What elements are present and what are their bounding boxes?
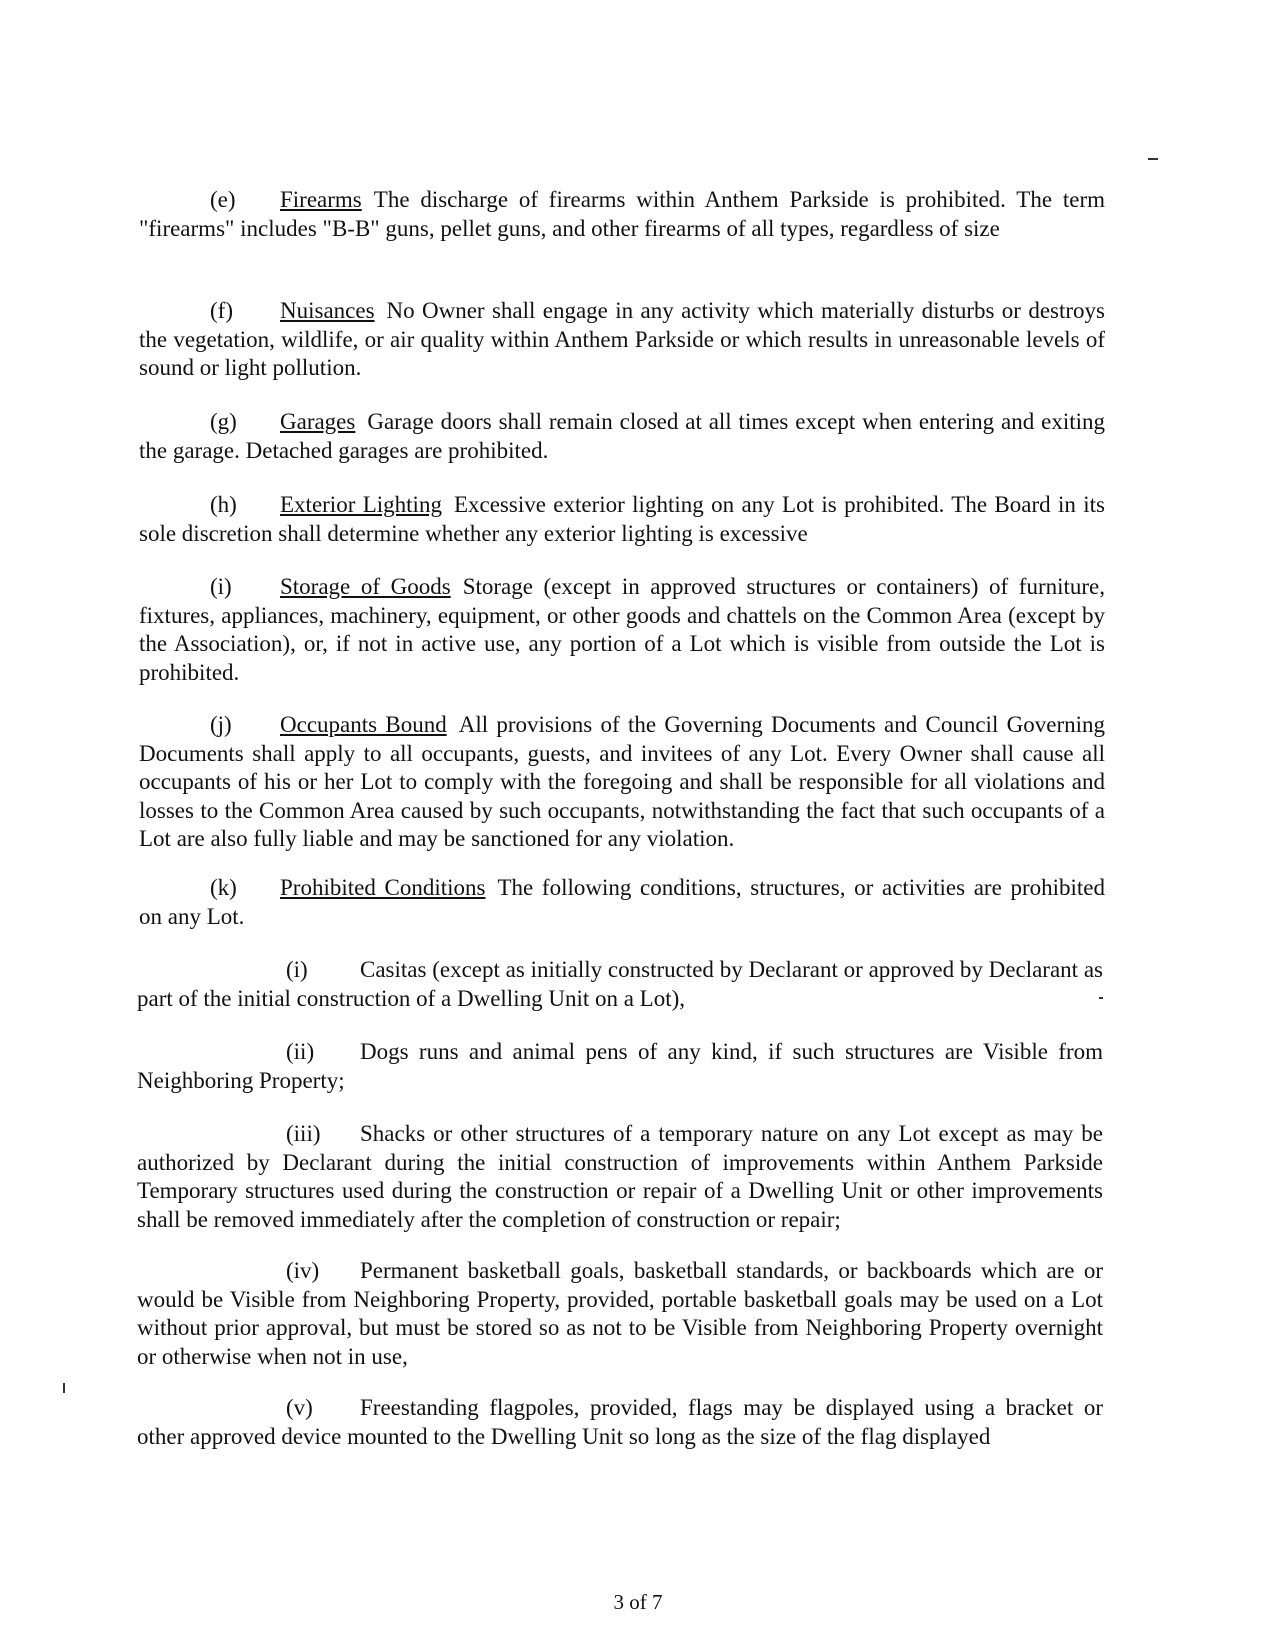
paragraph-title: Storage of Goods	[280, 574, 451, 599]
paragraph-label: (i)	[210, 574, 232, 599]
subparagraph-iii-shacks	[137, 1120, 1103, 1234]
paragraph-title: Garages	[280, 409, 356, 434]
scan-mark	[1148, 158, 1158, 160]
paragraph-i-storage-of-goods	[139, 573, 1105, 687]
subparagraph-label: (ii)	[286, 1039, 315, 1064]
paragraph-text: The following conditions, structures, or activities are prohibited on any Lot.	[139, 875, 1105, 929]
paragraph-label: (g)	[210, 409, 237, 434]
subparagraph-label: (i)	[286, 957, 308, 982]
paragraph-text: No Owner shall engage in any activity which materially disturbs or destroys the vegetation, wildlife, or air quality within Anthem Parkside or which results in unreasonable levels of sound or light pollution.	[139, 298, 1105, 380]
paragraph-title: Occupants Bound	[280, 712, 447, 737]
paragraph-text: Garage doors shall remain closed at all times except when entering and exiting the garage. Detached garages are prohibited.	[139, 409, 1105, 463]
page-number: 3 of 7	[613, 1590, 663, 1614]
paragraph-j-occupants-bound	[139, 711, 1105, 854]
paragraph-title: Prohibited Conditions	[280, 875, 486, 900]
paragraph-text: Storage (except in approved structures or containers) of furniture, fixtures, appliances, machinery, equipment, or other goods and chattels on the Common Area (except by the Association), or, if not in active use, any portion of a Lot which is visible from outside the Lot is prohibited.	[139, 574, 1106, 685]
paragraph-k-prohibited-conditions	[139, 874, 1105, 931]
paragraph-label: (h)	[210, 492, 237, 517]
subparagraph-ii-dog-runs	[137, 1038, 1103, 1095]
subparagraph-label: (v)	[286, 1395, 313, 1420]
paragraph-title: Exterior Lighting	[280, 492, 442, 517]
subparagraph-text: Permanent basketball goals, basketball standards, or backboards which are or would be Visible from Neighboring Property, provided, portable basketball goals may be used on a Lot without prior approval, but must be stored so as not to be Visible from Neighboring Property overnight or otherwise when not in use,	[137, 1258, 1103, 1369]
paragraph-label: (j)	[210, 712, 232, 737]
subparagraph-i-casitas	[137, 956, 1103, 1013]
subparagraph-text: Freestanding flagpoles, provided, flags may be displayed using a bracket or other approved device mounted to the Dwelling Unit so long as the size of the flag displayed	[137, 1395, 1103, 1449]
subparagraph-label: (iii)	[286, 1121, 321, 1146]
subparagraph-iv-basketball	[137, 1257, 1103, 1371]
paragraph-h-exterior-lighting	[139, 491, 1105, 548]
paragraph-text: The discharge of firearms within Anthem Parkside is prohibited. The term "firearms" includes "B-B" guns, pellet guns, and other firearms of all types, regardless of size	[139, 187, 1105, 241]
subparagraph-text: Casitas (except as initially constructed by Declarant or approved by Declarant as part of the initial construction of a Dwelling Unit on a Lot),	[137, 957, 1103, 1011]
paragraph-text: All provisions of the Governing Documents and Council Governing Documents shall apply to all occupants, guests, and invitees of any Lot. Every Owner shall cause all occupants of his or her Lot to comply with the foregoing and shall be responsible for all violations and losses to the Common Area caused by such occupants, notwithstanding the fact that such occupants of a Lot are also fully liable and may be sanctioned for any violation.	[139, 712, 1105, 851]
paragraph-title: Firearms	[280, 187, 362, 212]
paragraph-g-garages	[139, 408, 1105, 465]
paragraph-label: (f)	[210, 298, 233, 323]
paragraph-label: (k)	[210, 875, 237, 900]
subparagraph-text: Dogs runs and animal pens of any kind, if such structures are Visible from Neighboring Property;	[137, 1039, 1103, 1093]
subparagraph-text: Shacks or other structures of a temporary nature on any Lot except as may be authorized by Declarant during the initial construction of improvements within Anthem Parkside Temporary structures used during the construction or repair of a Dwelling Unit or other improvements shall be removed immediately after the completion of construction or repair;	[137, 1121, 1103, 1232]
paragraph-label: (e)	[210, 187, 236, 212]
subparagraph-v-flagpoles	[137, 1394, 1103, 1451]
subparagraph-label: (iv)	[286, 1258, 320, 1283]
paragraph-e-firearms	[139, 186, 1105, 243]
paragraph-text: Excessive exterior lighting on any Lot is prohibited. The Board in its sole discretion shall determine whether any exterior lighting is excessive	[139, 492, 1105, 546]
paragraph-title: Nuisances	[280, 298, 375, 323]
scan-mark	[63, 1383, 65, 1393]
scan-mark	[1099, 997, 1103, 999]
paragraph-f-nuisances	[139, 297, 1105, 383]
